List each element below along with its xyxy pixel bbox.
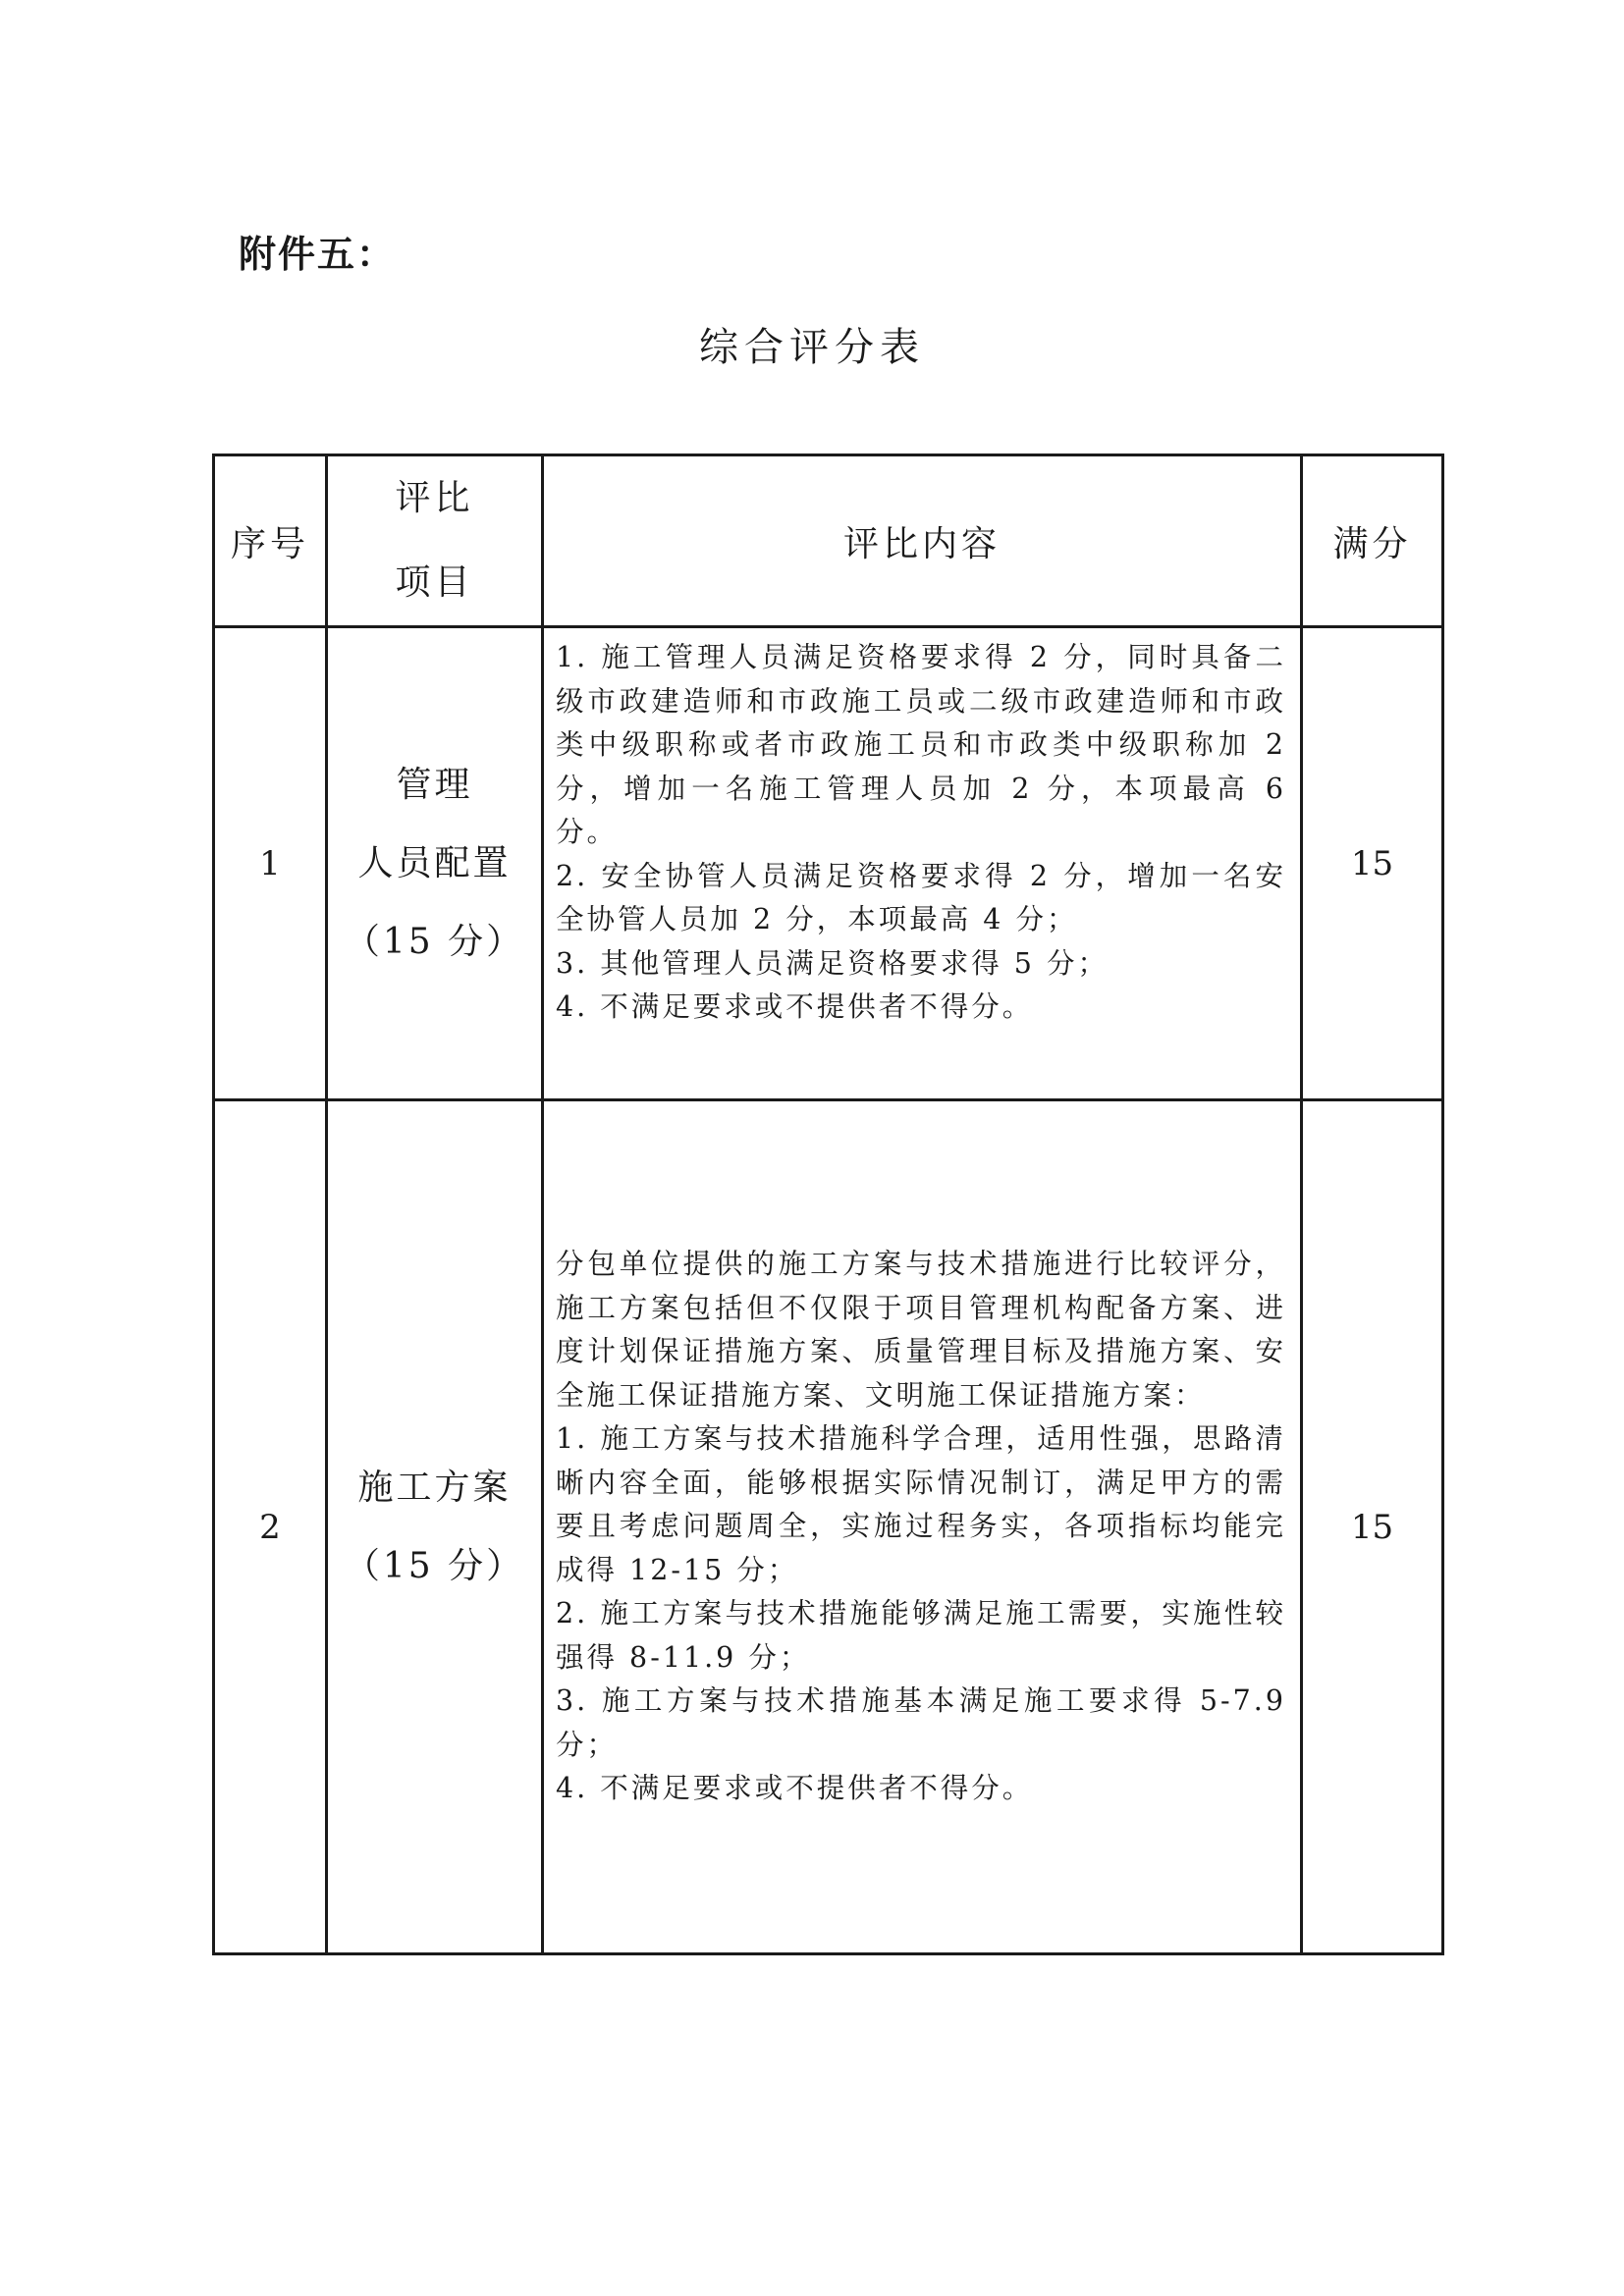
row-no: 2 bbox=[214, 1100, 327, 1954]
content-point: 1. 施工管理人员满足资格要求得 2 分，同时具备二级市政建造师和市政施工员或二级市政建造师和市政类中级职称或者市政施工员和市政类中级职称加 2 分，增加一名施工管理人员加 2 分，本项最高 6 分。 bbox=[556, 641, 1286, 848]
content-point: 2. 施工方案与技术措施能够满足施工需要，实施性较强得 8-11.9 分； bbox=[556, 1597, 1286, 1674]
table-row bbox=[214, 1100, 1443, 1954]
row-item-line: （15 分） bbox=[344, 921, 525, 962]
row-item bbox=[327, 627, 543, 1100]
row-item-line: 人员配置 bbox=[357, 842, 512, 883]
row-score: 15 bbox=[1302, 1100, 1443, 1954]
content-intro: 分包单位提供的施工方案与技术措施进行比较评分，施工方案包括但不仅限于项目管理机构配备方案、进度计划保证措施方案、质量管理目标及措施方案、安全施工保证措施方案、文明施工保证措施方案： bbox=[556, 1248, 1286, 1412]
header-item-line2: 项目 bbox=[395, 562, 474, 603]
row-content bbox=[543, 627, 1302, 1100]
table-header-row bbox=[214, 455, 1443, 627]
row-item-line: （15 分） bbox=[344, 1545, 525, 1586]
header-no: 序号 bbox=[214, 455, 327, 627]
row-item-line: 管理 bbox=[396, 764, 473, 805]
header-content: 评比内容 bbox=[543, 455, 1302, 627]
table-row bbox=[214, 627, 1443, 1100]
annex-label: 附件五： bbox=[239, 233, 397, 276]
content-point: 2. 安全协管人员满足资格要求得 2 分，增加一名安全协管人员加 2 分，本项最高 4 分； bbox=[556, 859, 1286, 935]
row-no: 1 bbox=[214, 627, 327, 1100]
row-score: 15 bbox=[1302, 627, 1443, 1100]
header-item-line1: 评比 bbox=[395, 478, 474, 518]
row-item-line: 施工方案 bbox=[357, 1467, 512, 1508]
content-point: 1. 施工方案与技术措施科学合理，适用性强，思路清晰内容全面，能够根据实际情况制订，满足甲方的需要且考虑问题周全，实施过程务实，各项指标均能完成得 12-15 分； bbox=[556, 1422, 1286, 1586]
scoring-table bbox=[212, 454, 1444, 1955]
content-point: 3. 施工方案与技术措施基本满足施工要求得 5-7.9 分； bbox=[556, 1684, 1286, 1761]
header-score: 满分 bbox=[1302, 455, 1443, 627]
content-point: 4. 不满足要求或不提供者不得分。 bbox=[556, 990, 1034, 1023]
document-title: 综合评分表 bbox=[699, 325, 925, 370]
row-item bbox=[327, 1100, 543, 1954]
content-point: 4. 不满足要求或不提供者不得分。 bbox=[556, 1772, 1034, 1805]
header-item bbox=[327, 455, 543, 627]
row-content bbox=[543, 1100, 1302, 1954]
content-point: 3. 其他管理人员满足资格要求得 5 分； bbox=[556, 946, 1110, 980]
